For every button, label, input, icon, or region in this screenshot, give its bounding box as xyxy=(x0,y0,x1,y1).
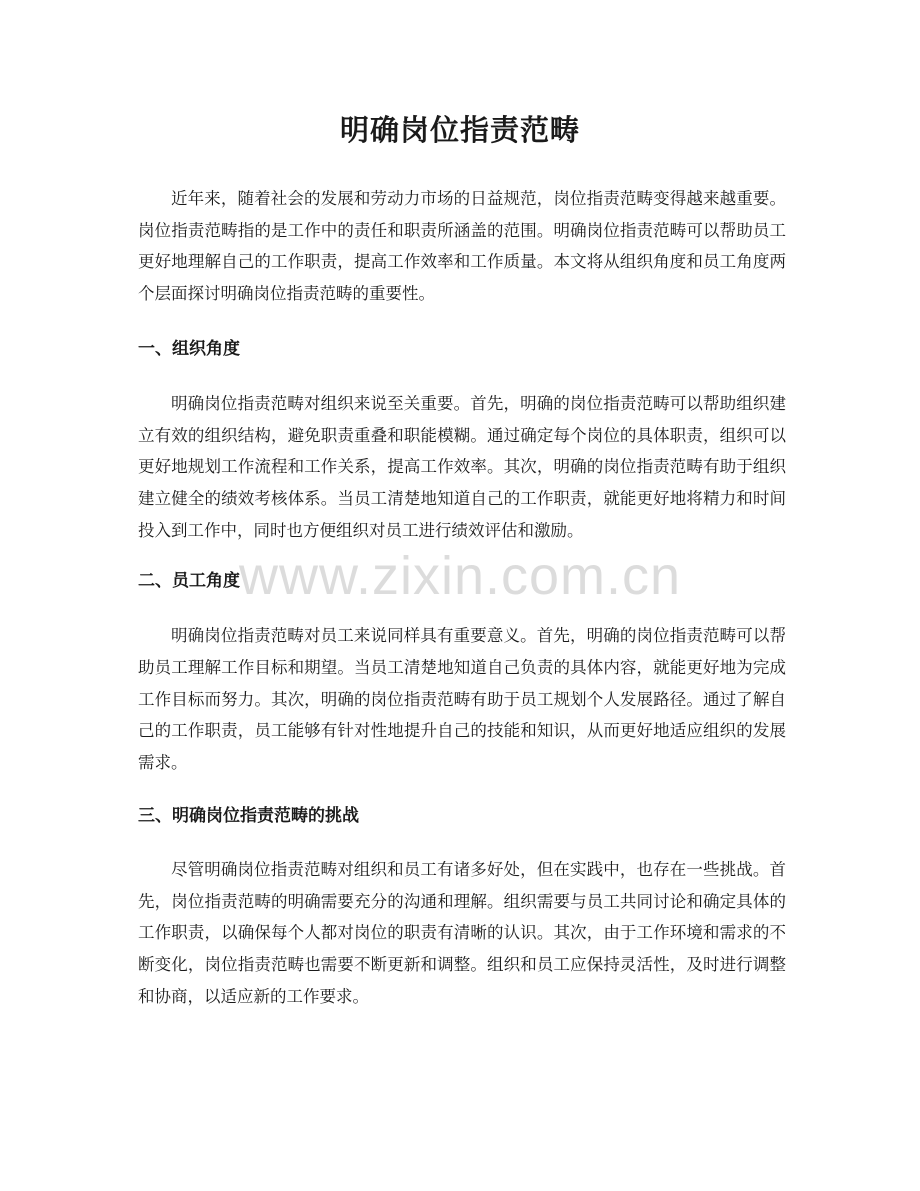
section-body-employee: 明确岗位指责范畴对员工来说同样具有重要意义。首先，明确的岗位指责范畴可以帮助员工理解工作目标和期望。当员工清楚地知道自己负责的具体内容，就能更好地为完成工作目标而努力。其次，明确的岗位指责范畴有助于员工规划个人发展路径。通过了解自己的工作职责，员工能够有针对性地提升自己的技能和知识，从而更好地适应组织的发展需求。 xyxy=(138,626,786,773)
section-body-challenges: 尽管明确岗位指责范畴对组织和员工有诸多好处，但在实践中，也存在一些挑战。首先，岗位指责范畴的明确需要充分的沟通和理解。组织需要与员工共同讨论和确定具体的工作职责，以确保每个人都对岗位的职责有清晰的认识。其次，由于工作环境和需求的不断变化，岗位指责范畴也需要不断更新和调整。组织和员工应保持灵活性，及时进行调整和协商，以适应新的工作要求。 xyxy=(138,859,786,1006)
section-body-organization: 明确岗位指责范畴对组织来说至关重要。首先，明确的岗位指责范畴可以帮助组织建立有效的组织结构，避免职责重叠和职能模糊。通过确定每个岗位的具体职责，组织可以更好地规划工作流程和工作关系，提高工作效率。其次，明确的岗位指责范畴有助于组织建立健全的绩效考核体系。当员工清楚地知道自己的工作职责，就能更好地将精力和时间投入到工作中，同时也方便组织对员工进行绩效评估和激励。 xyxy=(138,393,786,540)
document-body xyxy=(138,183,786,1012)
watermark-text: www.zixin.com.cn xyxy=(238,546,682,606)
document-title: 明确岗位指责范畴 xyxy=(339,113,580,147)
section-heading-organization: 一、组织角度 xyxy=(138,338,240,359)
intro-paragraph: 近年来，随着社会的发展和劳动力市场的日益规范，岗位指责范畴变得越来越重要。岗位指责范畴指的是工作中的责任和职责所涵盖的范围。明确岗位指责范畴可以帮助员工更好地理解自己的工作职责，提高工作效率和工作质量。本文将从组织角度和员工角度两个层面探讨明确岗位指责范畴的重要性。 xyxy=(138,189,786,304)
section-heading-challenges: 三、明确岗位指责范畴的挑战 xyxy=(138,805,359,826)
section-heading-employee: 二、员工角度 xyxy=(138,571,240,592)
